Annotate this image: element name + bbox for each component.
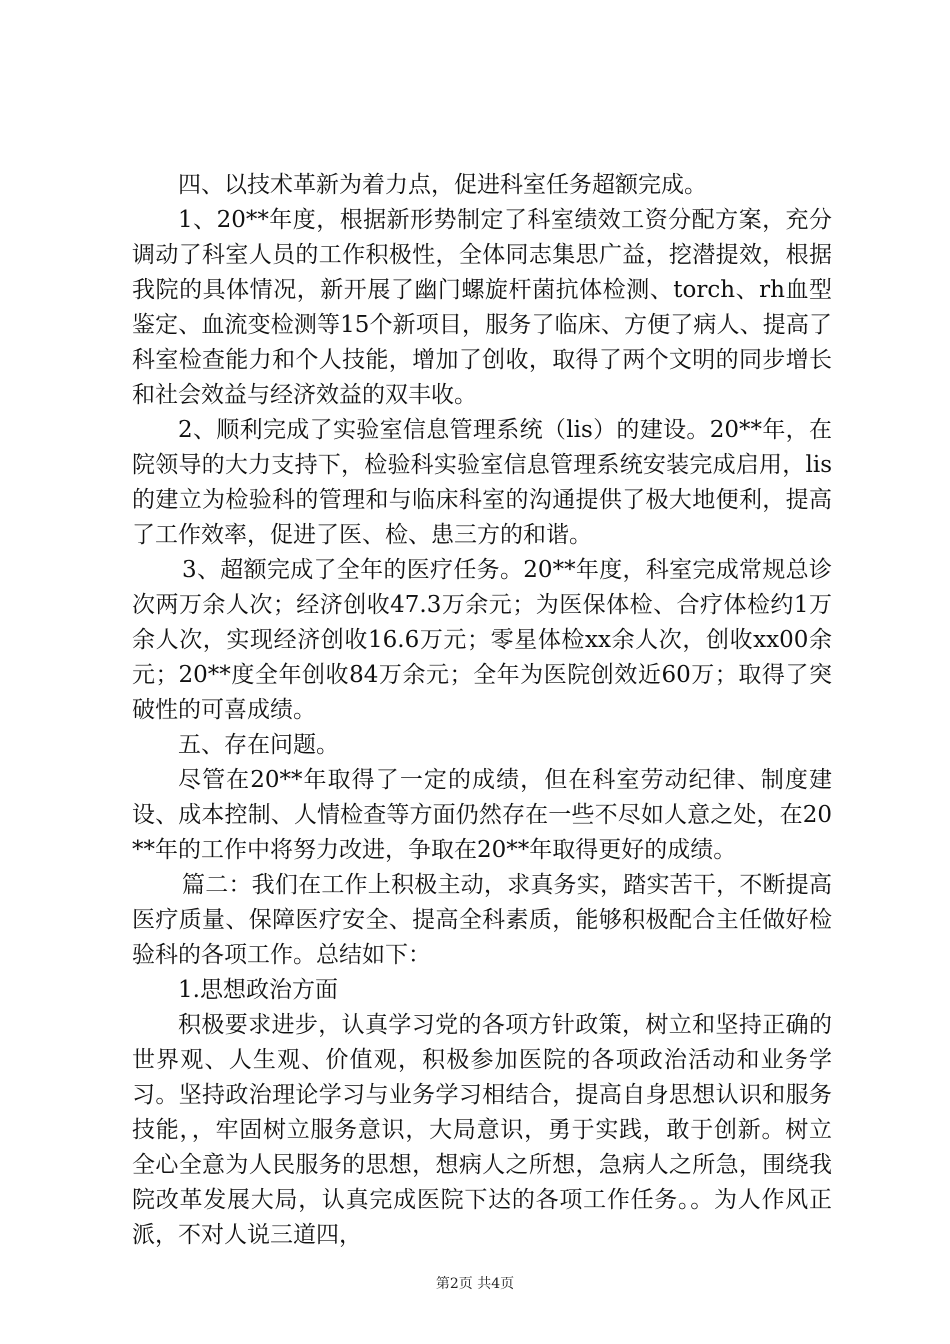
section-heading-tech-innovation: 四、以技术革新为着力点，促进科室任务超额完成。 [178, 172, 707, 198]
paragraph-performance-pay: 1、20**年度，根据新形势制定了科室绩效工资分配方案，充分调动了科室人员的工作积极性，全体同志集思广益，挖潜提效，根据我院的具体情况，新开展了幽门螺旋杆菌抗体检测、torch、rh血型鉴定、血流变检测等15个新项目，服务了临床、方便了病人、提高了科室检查能力和个人技能，增加了创收，取得了两个文明的同步增长和社会效益与经济效益的双丰收。 [132, 207, 832, 408]
paragraph-part-two-intro: 篇二：我们在工作上积极主动，求真务实，踏实苦干，不断提高医疗质量、保障医疗安全、提高全科素质，能够积极配合主任做好检验科的各项工作。总结如下： [132, 872, 832, 968]
paragraph-medical-tasks: 3、超额完成了全年的医疗任务。20**年度，科室完成常规总诊次两万余人次；经济创收47.3万余元；为医保体检、合疗体检约1万余人次，实现经济创收16.6万元；零星体检xx余人次，创收xx00余元；20**度全年创收84万余元；全年为医院创效近60万；取得了突破性的可喜成绩。 [132, 557, 832, 723]
page-number-footer: 第2页 共4页 [435, 1276, 515, 1292]
subheading-ideology-politics: 1.思想政治方面 [178, 977, 338, 1003]
document-body [132, 168, 832, 1253]
paragraph-problems: 尽管在20**年取得了一定的成绩，但在科室劳动纪律、制度建设、成本控制、人情检查等方面仍然存在一些不尽如人意之处，在20**年的工作中将努力改进，争取在20**年取得更好的成绩。 [132, 767, 832, 863]
section-heading-problems: 五、存在问题。 [178, 732, 339, 758]
paragraph-ideology-politics: 积极要求进步，认真学习党的各项方针政策，树立和坚持正确的世界观、人生观、价值观，积极参加医院的各项政治活动和业务学习。坚持政治理论学习与业务学习相结合，提高自身思想认识和服务技能，，牢固树立服务意识，大局意识，勇于实践，敢于创新。树立全心全意为人民服务的思想，想病人之所想，急病人之所急，围绕我院改革发展大局，认真完成医院下达的各项工作任务。。为人作风正派，不对人说三道四， [132, 1012, 832, 1248]
paragraph-lis-system: 2、顺利完成了实验室信息管理系统（lis）的建设。20**年，在院领导的大力支持下，检验科实验室信息管理系统安装完成启用，lis的建立为检验科的管理和与临床科室的沟通提供了极大地便利，提高了工作效率，促进了医、检、患三方的和谐。 [132, 417, 832, 548]
